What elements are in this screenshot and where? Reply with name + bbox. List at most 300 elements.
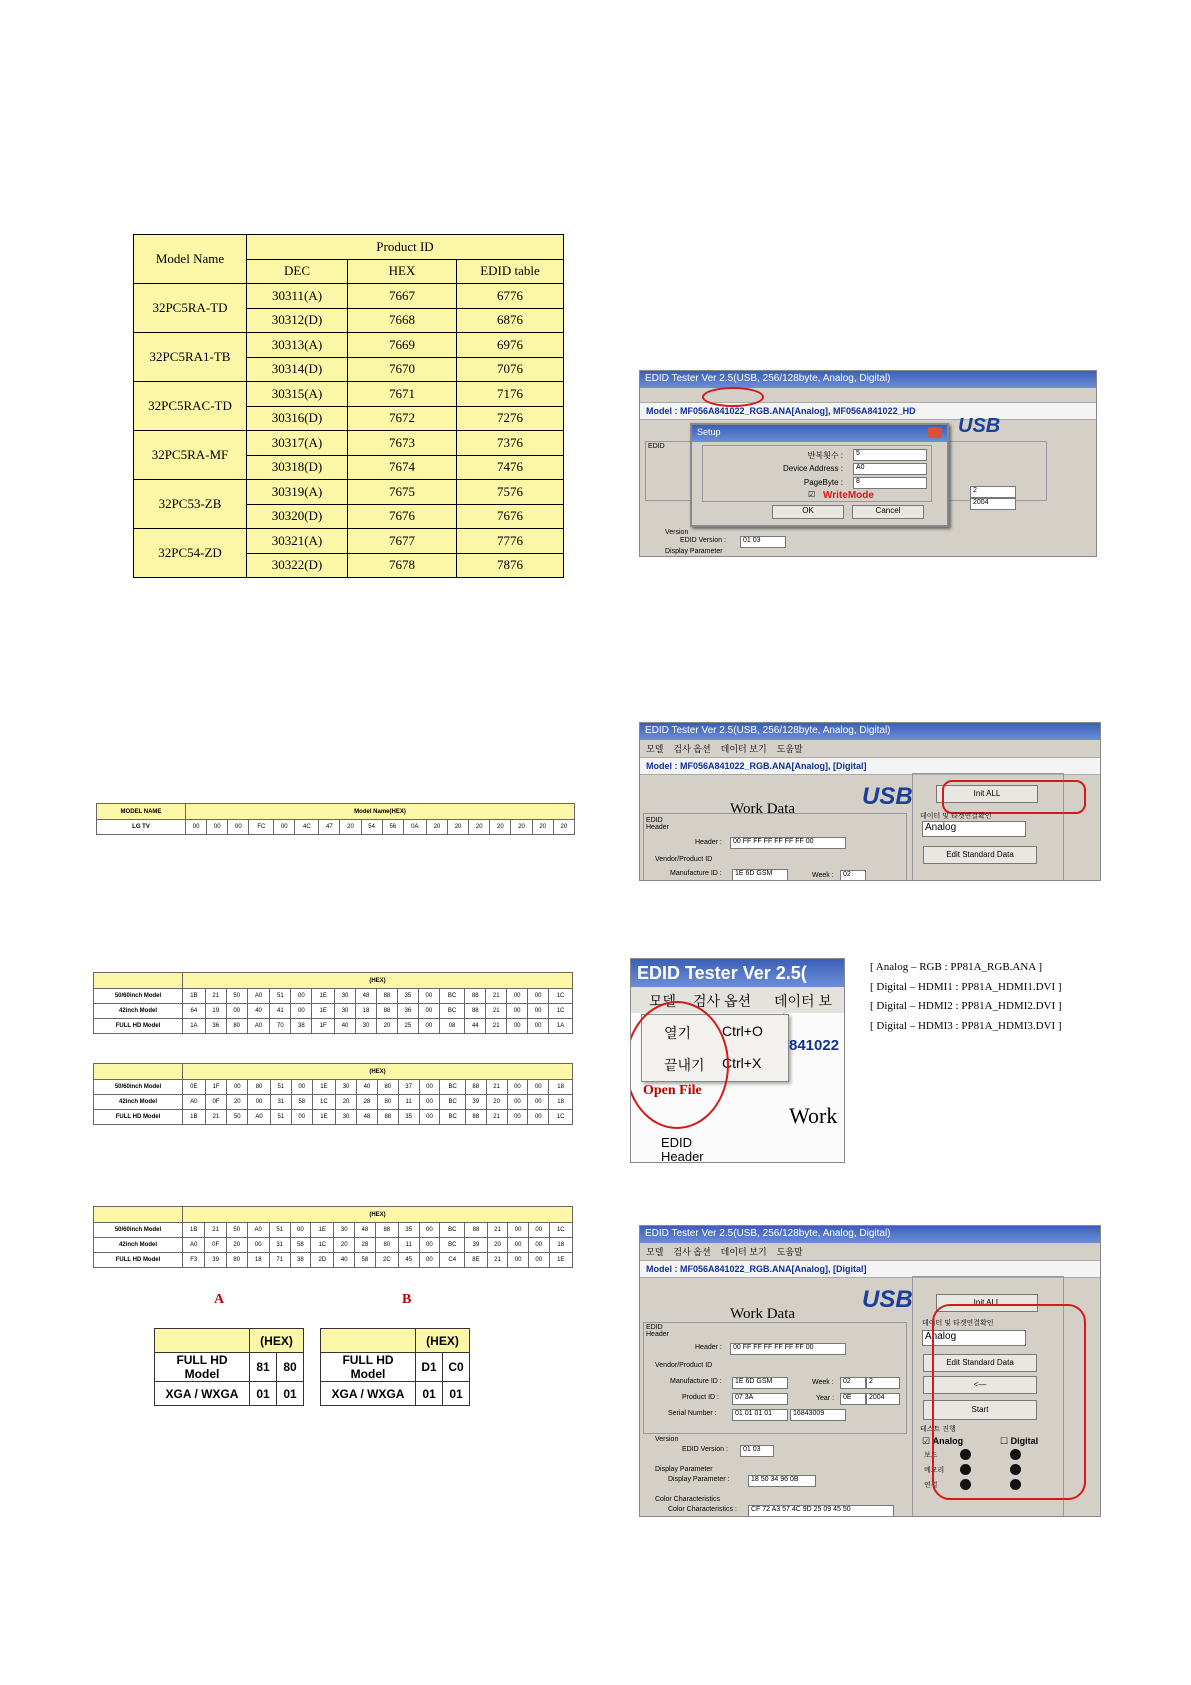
edid-cell: 7376 <box>457 431 564 456</box>
header-field[interactable]: 00 FF FF FF FF FF FF 00 <box>730 837 846 849</box>
color-characteristics-field-label: Color Characteristics : <box>668 1506 737 1513</box>
menu-item[interactable]: 모델 <box>646 1247 664 1257</box>
hex-cell: 31 <box>269 1238 290 1253</box>
table-row <box>94 1004 573 1019</box>
dec-cell: 30311(A) <box>247 284 348 309</box>
hex-cell: 1A <box>183 1019 206 1034</box>
hex-cell: 48 <box>356 989 377 1004</box>
dialog-title: Setup <box>692 425 947 442</box>
hex-cell: BC <box>440 1238 465 1253</box>
hex-cell: 18 <box>356 1004 377 1019</box>
hex-cell: 88 <box>376 1004 397 1019</box>
product-row <box>134 382 564 407</box>
hex-cell: 1E <box>312 1110 336 1125</box>
menu-item[interactable]: 데이터 보기 <box>720 1247 767 1257</box>
hex-cell: 51 <box>269 1223 290 1238</box>
hex-cell: 00 <box>528 1080 549 1095</box>
digital-checkbox[interactable]: ☐ Digital <box>1000 1436 1039 1446</box>
dialog-fields <box>702 445 932 502</box>
edid-version-field[interactable]: 01 03 <box>740 1445 774 1457</box>
cancel-button[interactable]: Cancel <box>852 505 924 519</box>
row-label: 42inch Model <box>94 1238 183 1253</box>
hex-cell: 2C <box>375 1253 398 1268</box>
table-row <box>94 1095 573 1110</box>
repeat-field[interactable]: 5 <box>853 449 927 461</box>
analog-select[interactable]: Analog <box>922 821 1026 837</box>
ok-button[interactable]: OK <box>772 505 844 519</box>
hex-cell: 00 <box>186 820 207 835</box>
year-label: Year : <box>816 1395 835 1402</box>
hex-cell: 20 <box>376 1019 397 1034</box>
hex-cell: 56 <box>382 820 403 835</box>
pagebyte-label: PageByte : <box>803 478 843 487</box>
hex-cell: 00 <box>274 820 295 835</box>
device-address-label: Device Address : <box>782 464 843 473</box>
edid-version-field[interactable]: 01 03 <box>740 536 786 548</box>
hex-cell: 7678 <box>348 553 457 578</box>
full-hd-table-b <box>320 1328 470 1406</box>
hex-cell: 35 <box>398 1110 419 1125</box>
screenshot-edid-tester <box>639 1225 1101 1517</box>
dec-cell: 30313(A) <box>247 333 348 358</box>
hex-cell: 54 <box>361 820 382 835</box>
dec-cell: 30321(A) <box>247 529 348 554</box>
menu-item[interactable]: 모델 <box>646 744 664 754</box>
header-label: Header : <box>695 839 722 846</box>
hex-cell: 80 <box>277 1353 304 1382</box>
header-label: Header : <box>695 1344 722 1351</box>
hex-cell: 35 <box>397 989 418 1004</box>
edid-label: EDID <box>648 443 665 450</box>
blank-header <box>155 1329 250 1353</box>
menu-item[interactable]: 데이터 보기 <box>720 744 767 754</box>
hex-cell: 80 <box>377 1080 398 1095</box>
hex-cell: 1E <box>549 1253 572 1268</box>
week-field[interactable]: 02 <box>840 1377 866 1389</box>
hex-cell: 00 <box>508 1223 529 1238</box>
hex-cell: 1B <box>183 989 206 1004</box>
open-file-highlight <box>630 1001 729 1129</box>
menu-test-options[interactable]: 검사 옵션 <box>693 993 751 1009</box>
hex-cell: 00 <box>291 1080 312 1095</box>
hex-cell: 00 <box>291 989 312 1004</box>
display-parameter-label: Display Parameter <box>655 1466 713 1473</box>
hex-cell: 00 <box>528 1004 549 1019</box>
year-field[interactable]: 2004 <box>970 498 1016 510</box>
hex-cell: 20 <box>334 1238 355 1253</box>
hex-cell: 7667 <box>348 284 457 309</box>
hex-cell: 20 <box>336 1095 357 1110</box>
table-row <box>94 989 573 1004</box>
dec-cell: 30317(A) <box>247 431 348 456</box>
hex-cell: 1C <box>312 1095 336 1110</box>
hex-cell: 00 <box>248 1095 271 1110</box>
hex-cell: 18 <box>549 1095 573 1110</box>
hex-cell: 1F <box>205 1080 227 1095</box>
open-shortcut: Ctrl+O <box>722 1023 763 1039</box>
header-row <box>155 1329 304 1353</box>
hex-cell: 01 <box>416 1382 443 1406</box>
hex-cell: 00 <box>507 1095 528 1110</box>
hex-cell: 00 <box>290 1223 311 1238</box>
hex-cell: 40 <box>335 1019 356 1034</box>
edid-version-label: EDID Version : <box>682 1446 728 1453</box>
product-row <box>134 480 564 505</box>
hex-cell: A0 <box>247 989 270 1004</box>
menu-model[interactable]: 모델 <box>649 993 677 1009</box>
menu-data-view[interactable]: 데이터 보 <box>774 993 832 1009</box>
hex-cell: 00 <box>291 1004 312 1019</box>
serial-decimal-field[interactable]: 16843009 <box>790 1409 846 1421</box>
hex-cell: 40 <box>247 1004 270 1019</box>
hex-cell: 00 <box>507 1110 528 1125</box>
dec-cell: 30322(D) <box>247 553 348 578</box>
hex-header: (HEX) <box>250 1329 304 1353</box>
hex-cell: D1 <box>416 1353 443 1382</box>
header-model-name: Model Name <box>134 235 247 284</box>
init-all-button[interactable]: Init ALL <box>936 785 1038 803</box>
hex-cell: 1B <box>183 1223 205 1238</box>
vendor-product-label: Vendor/Product ID <box>655 856 713 863</box>
hex-cell: 38 <box>291 1019 312 1034</box>
serial-number-label: Serial Number : <box>668 1410 717 1417</box>
hex-cell: 1C <box>549 1004 573 1019</box>
hex-cell: 1E <box>312 989 335 1004</box>
hex-cell: A0 <box>183 1095 206 1110</box>
analog-checkbox[interactable]: ☑ Analog <box>922 1436 964 1446</box>
row-label: 42inch Model <box>94 1095 183 1110</box>
blank-header <box>94 1207 183 1223</box>
hex-cell: 88 <box>376 989 397 1004</box>
hex-cell: 00 <box>419 1110 440 1125</box>
hex-cell: 0F <box>205 1238 227 1253</box>
hex-cell: 45 <box>398 1253 419 1268</box>
hex-cell: 20 <box>469 820 490 835</box>
blank-header <box>321 1329 416 1353</box>
analog-select[interactable]: Analog <box>922 1330 1026 1346</box>
display-parameter-field[interactable]: 18 50 34 96 0B <box>748 1475 816 1487</box>
status-label: 보드 <box>924 1452 938 1459</box>
hex-cell: 20 <box>426 820 447 835</box>
hex-cell: 1E <box>312 1004 335 1019</box>
menu-item[interactable]: 도움말 <box>776 744 803 754</box>
dec-cell: 30312(D) <box>247 308 348 333</box>
label-b: B <box>402 1292 412 1307</box>
close-icon[interactable] <box>928 427 942 438</box>
model-name-cell: 32PC53-ZB <box>134 480 247 529</box>
week-field[interactable]: 02 <box>840 870 866 881</box>
row-label: 50/60inch Model <box>94 1080 183 1095</box>
product-row <box>134 431 564 456</box>
model-name-hex-header: Model Name(HEX) <box>186 804 575 820</box>
serial-number-field[interactable]: 01 01 01 01 <box>732 1409 788 1421</box>
test-progress-label: 테스트 진행 <box>920 1426 956 1433</box>
header-row <box>94 1064 573 1080</box>
color-characteristics-field[interactable]: CF 72 A3 57 4C 9D 25 09 45 50 <box>748 1505 894 1517</box>
menu-item[interactable]: 검사 옵션 <box>673 1247 711 1257</box>
hex-cell: 00 <box>528 989 549 1004</box>
hex-cell: 00 <box>528 1253 549 1268</box>
table-row <box>155 1353 304 1382</box>
hex-cell: 00 <box>418 1004 439 1019</box>
hex-cell: 50 <box>227 1110 248 1125</box>
hex-cell: 39 <box>205 1253 227 1268</box>
hex-cell: 40 <box>357 1080 378 1095</box>
hex-cell: 00 <box>508 1238 529 1253</box>
status-label: 연결 <box>924 1482 938 1489</box>
week-label: Week : <box>812 872 834 879</box>
edit-standard-data-button[interactable]: Edit Standard Data <box>923 846 1037 864</box>
hex-cell: 38 <box>290 1253 311 1268</box>
header-dec: DEC <box>247 259 348 284</box>
hex-cell: 7670 <box>348 357 457 382</box>
edid-cell: 7276 <box>457 406 564 431</box>
digital-checkbox-label: Digital <box>1010 1436 1039 1446</box>
manufacture-id-field[interactable]: 1E 6D GSM <box>732 869 788 881</box>
model-bar: Model : MF056A841022_RGB.ANA[Analog], [Digital] <box>640 1261 1100 1278</box>
hex-cell: F3 <box>183 1253 205 1268</box>
product-id-field[interactable]: 07 3A <box>732 1393 788 1405</box>
hex-cell: 47 <box>319 820 340 835</box>
edit-standard-data-button[interactable]: Edit Standard Data <box>923 1354 1037 1372</box>
hex-cell: 20 <box>490 820 511 835</box>
hex-cell: 30 <box>334 1223 355 1238</box>
model-name-header: MODEL NAME <box>97 804 186 820</box>
hex-cell: 7677 <box>348 529 457 554</box>
dec-cell: 30319(A) <box>247 480 348 505</box>
timing-hex-table-1 <box>93 972 573 1034</box>
product-row <box>134 333 564 358</box>
menu-item[interactable]: 도움말 <box>776 1247 803 1257</box>
edid-cell: 6876 <box>457 308 564 333</box>
hex-cell: 0A <box>403 820 426 835</box>
hex-cell: 51 <box>270 1110 291 1125</box>
week-decimal-field[interactable]: 2 <box>866 1377 900 1389</box>
hex-cell: 80 <box>226 1253 247 1268</box>
row-label: 42inch Model <box>94 1004 183 1019</box>
model-name-cell: 32PC5RA-MF <box>134 431 247 480</box>
header-product-id: Product ID <box>247 235 564 260</box>
hex-cell: 00 <box>291 1110 312 1125</box>
hex-cell: 51 <box>270 989 291 1004</box>
row-label: XGA / WXGA <box>155 1382 250 1406</box>
product-row <box>134 284 564 309</box>
start-button[interactable]: Start <box>923 1400 1037 1420</box>
hex-cell: 7675 <box>348 480 457 505</box>
hex-cell: 18 <box>549 1238 572 1253</box>
hex-cell: 00 <box>247 1238 269 1253</box>
hex-cell: 30 <box>335 1004 356 1019</box>
hex-cell: 21 <box>486 1080 507 1095</box>
screenshot-init-all <box>639 722 1101 881</box>
display-parameter-field-label: Display Parameter : <box>668 1476 730 1483</box>
pagebyte-field[interactable]: 8 <box>853 477 927 489</box>
hex-cell: 00 <box>419 1238 440 1253</box>
hex-cell: 20 <box>487 1238 508 1253</box>
header-row <box>94 973 573 989</box>
hex-cell: 00 <box>419 1223 440 1238</box>
hex-cell: 00 <box>507 1004 528 1019</box>
hex-cell: 21 <box>205 989 226 1004</box>
menu-bar <box>640 740 1100 758</box>
blank-header <box>94 973 183 989</box>
hex-cell: 21 <box>487 1253 508 1268</box>
manufacture-id-field[interactable]: 1E 6D GSM <box>732 1377 788 1389</box>
hex-cell: BC <box>440 1110 465 1125</box>
hex-cell: 31 <box>270 1095 291 1110</box>
arrow-button[interactable]: <— <box>923 1376 1037 1394</box>
hex-cell: 80 <box>226 1019 247 1034</box>
file-mapping-item: [ Analog – RGB : PP81A_RGB.ANA ] <box>870 961 1043 973</box>
edid-cell: 7576 <box>457 480 564 505</box>
header-row <box>321 1329 470 1353</box>
hex-cell: 00 <box>528 1019 549 1034</box>
selection-label: 데이터 및 타겟연결확인 <box>922 1320 994 1327</box>
hex-cell: 44 <box>465 1019 486 1034</box>
hex-cell: 0F <box>205 1095 227 1110</box>
model-name-cell: 32PC5RA-TD <box>134 284 247 333</box>
row-label: 50/60inch Model <box>94 989 183 1004</box>
hex-cell: 88 <box>465 989 486 1004</box>
repeat-label: 반복횟수 : <box>807 451 843 460</box>
hex-cell: 21 <box>486 1004 507 1019</box>
hex-cell: 1A <box>549 1019 573 1034</box>
hex-header: (HEX) <box>183 1207 573 1223</box>
dec-cell: 30314(D) <box>247 357 348 382</box>
header-label: Header <box>661 1149 704 1163</box>
hex-cell: 21 <box>486 1110 507 1125</box>
hex-cell: 21 <box>486 1019 507 1034</box>
edid-cell: 6776 <box>457 284 564 309</box>
hex-cell: 00 <box>528 1223 549 1238</box>
model-bar: Model : MF056A841022_RGB.ANA[Analog], [Digital] <box>640 758 1100 775</box>
hex-cell: 1C <box>549 989 573 1004</box>
hex-cell: 7668 <box>348 308 457 333</box>
title-bar: EDID Tester Ver 2.5(USB, 256/128byte, Analog, Digital) <box>640 723 1100 740</box>
hex-cell: 00 <box>418 989 439 1004</box>
hex-cell: 50 <box>226 989 247 1004</box>
edid-cell: 7876 <box>457 553 564 578</box>
work-title: Work <box>789 1103 838 1128</box>
highlight-ring <box>702 387 764 407</box>
hex-cell: 30 <box>335 989 356 1004</box>
exit-shortcut: Ctrl+X <box>722 1055 762 1071</box>
hex-cell: C4 <box>440 1253 465 1268</box>
hex-cell: 00 <box>528 1110 549 1125</box>
hex-cell: 88 <box>465 1004 486 1019</box>
hex-cell: BC <box>440 1095 465 1110</box>
table-row <box>155 1382 304 1406</box>
writemode-checkbox[interactable]: ☑ <box>808 490 816 499</box>
edid-label: EDID <box>661 1135 693 1150</box>
header-row <box>94 1207 573 1223</box>
hex-header: (HEX) <box>183 1064 573 1080</box>
edid-header-label: EDID Header <box>646 1324 669 1338</box>
hex-cell: 71 <box>269 1253 290 1268</box>
row-label: FULL HD Model <box>94 1019 183 1034</box>
open-item[interactable]: 열기 <box>664 1025 692 1041</box>
hex-cell: 20 <box>486 1095 507 1110</box>
setup-dialog <box>690 423 949 527</box>
hex-cell: 40 <box>334 1253 355 1268</box>
hex-cell: 00 <box>226 1004 247 1019</box>
model-name-hex-table <box>96 803 575 835</box>
manufacture-id-label: Manufacture ID : <box>670 1378 722 1385</box>
device-address-field[interactable]: A0 <box>853 463 927 475</box>
exit-item[interactable]: 끝내기 <box>664 1057 705 1073</box>
vendor-product-label: Vendor/Product ID <box>655 1362 713 1369</box>
hex-cell: 80 <box>377 1095 398 1110</box>
hex-cell: 30 <box>336 1080 357 1095</box>
hex-cell: 18 <box>247 1253 269 1268</box>
edid-cell: 7176 <box>457 382 564 407</box>
row-label: FULL HD Model <box>94 1253 183 1268</box>
file-mapping-list <box>870 958 1100 1036</box>
manufacture-id-label: Manufacture ID : <box>670 870 722 877</box>
table-row <box>94 1223 573 1238</box>
hex-cell: 1C <box>549 1223 572 1238</box>
file-mapping-item: [ Digital – HDMI1 : PP81A_HDMI1.DVI ] <box>870 980 1062 993</box>
hex-cell: 00 <box>507 1019 528 1034</box>
edid-version-label: EDID Version : <box>680 537 726 544</box>
hex-cell: 20 <box>340 820 361 835</box>
hex-cell: 36 <box>205 1019 226 1034</box>
hex-cell: 0E <box>183 1080 206 1095</box>
header-field[interactable]: 00 FF FF FF FF FF FF 00 <box>730 1343 846 1355</box>
hex-cell: 41 <box>270 1004 291 1019</box>
year-field[interactable]: 0E <box>840 1393 866 1405</box>
hex-cell: 8E <box>465 1253 487 1268</box>
hex-cell: 28 <box>355 1238 376 1253</box>
init-all-button[interactable]: Init ALL <box>936 1294 1038 1312</box>
hex-cell: 00 <box>207 820 228 835</box>
hex-cell: 88 <box>465 1223 487 1238</box>
hex-cell: A0 <box>183 1238 205 1253</box>
table-row <box>321 1353 470 1382</box>
hex-cell: 7672 <box>348 406 457 431</box>
year-decimal-field[interactable]: 2004 <box>866 1393 900 1405</box>
hex-cell: 64 <box>183 1004 206 1019</box>
table-row <box>94 1019 573 1034</box>
hex-cell: A0 <box>247 1019 270 1034</box>
hex-cell: 18 <box>549 1080 573 1095</box>
title-bar: EDID Tester Ver 2.5( <box>631 959 844 987</box>
hex-cell: 20 <box>227 1095 248 1110</box>
color-characteristics-label: Color Characteristics <box>655 1496 720 1503</box>
week-label: Week : <box>812 1379 834 1386</box>
work-data-title: Work Data <box>730 1306 796 1322</box>
hex-cell: 20 <box>226 1238 247 1253</box>
week-field[interactable]: 2 <box>970 486 1016 498</box>
screenshot-file-menu <box>630 958 845 1163</box>
dec-cell: 30318(D) <box>247 455 348 480</box>
hex-cell: 1C <box>311 1238 334 1253</box>
header-row <box>97 804 575 820</box>
product-row <box>134 529 564 554</box>
menu-item[interactable]: 검사 옵션 <box>673 744 711 754</box>
model-name-cell: 32PC5RA1-TB <box>134 333 247 382</box>
writemode-label: WriteMode <box>823 490 874 501</box>
usb-logo: USB <box>958 415 1001 437</box>
hex-cell: 00 <box>227 1080 248 1095</box>
hex-cell: 00 <box>508 1253 529 1268</box>
hex-cell: BC <box>440 1223 465 1238</box>
hex-cell: 88 <box>377 1110 398 1125</box>
hex-cell: 00 <box>528 1095 549 1110</box>
status-label: 메모리 <box>924 1467 945 1474</box>
row-label: FULL HD Model <box>155 1353 250 1382</box>
table-row <box>97 820 575 835</box>
